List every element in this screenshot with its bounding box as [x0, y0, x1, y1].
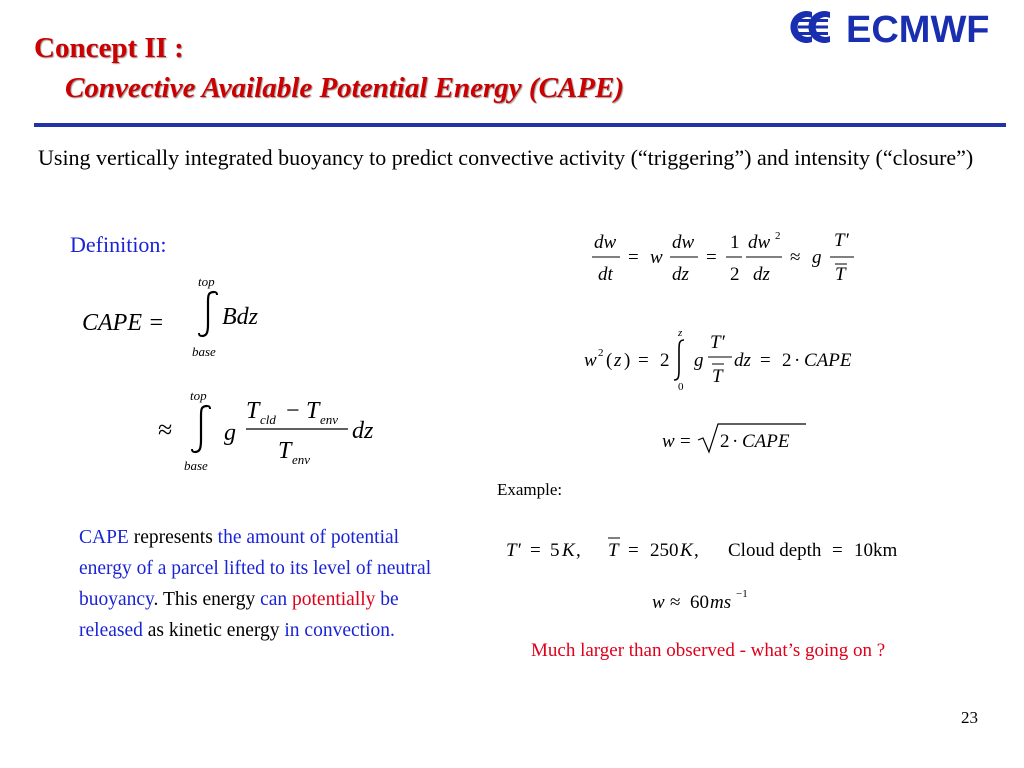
- desc-segment: can: [260, 589, 293, 610]
- svg-text:env: env: [320, 412, 339, 427]
- cape-definition-equation: [78, 274, 298, 364]
- approx-lower-limit: base: [184, 458, 208, 473]
- svg-text:,: ,: [576, 540, 581, 561]
- svg-text:w: w: [652, 592, 665, 613]
- cape-integrand: Bdz: [222, 304, 258, 330]
- svg-text:dz: dz: [672, 264, 689, 285]
- svg-text:w: w: [650, 247, 663, 268]
- svg-text:z: z: [678, 327, 683, 339]
- svg-text:T: T: [712, 366, 723, 387]
- svg-text:=: =: [832, 540, 843, 561]
- svg-text:≈: ≈: [158, 415, 173, 444]
- svg-text:=: =: [530, 540, 541, 561]
- svg-text:cld: cld: [260, 412, 276, 427]
- svg-text:·: ·: [794, 350, 801, 371]
- svg-text:−1: −1: [736, 588, 748, 600]
- svg-text:ms: ms: [710, 592, 732, 613]
- svg-text:K: K: [562, 540, 575, 561]
- svg-text:Cloud depth: Cloud depth: [728, 540, 822, 561]
- svg-text:=: =: [638, 350, 649, 371]
- cape-lhs: CAPE =: [82, 310, 165, 336]
- definition-label: Definition:: [70, 232, 167, 257]
- svg-text:2: 2: [598, 347, 604, 359]
- svg-text:z: z: [614, 350, 622, 371]
- svg-text:dz: dz: [734, 350, 751, 371]
- svg-text:≈: ≈: [670, 592, 681, 613]
- desc-segment: potentially: [292, 589, 381, 610]
- svg-text:dw: dw: [672, 232, 695, 253]
- svg-text:g: g: [694, 350, 704, 371]
- svg-text:K: K: [680, 540, 693, 561]
- example-result: [650, 582, 780, 616]
- svg-text:=: =: [760, 350, 771, 371]
- svg-text:60: 60: [690, 592, 709, 613]
- title-divider: [34, 123, 1006, 127]
- cape-lower-limit: base: [192, 344, 216, 359]
- desc-segment: . This energy: [153, 589, 261, 610]
- desc-segment: the amount of potential energy of a parcel lifted to its level of neutral buoyancy: [79, 527, 432, 610]
- ecmwf-logo: [784, 8, 1006, 46]
- desc-segment: CAPE: [79, 527, 134, 548]
- vertical-velocity-equation: [660, 418, 820, 458]
- svg-text:≈: ≈: [790, 247, 801, 268]
- example-conditions: [504, 532, 934, 566]
- svg-text:dw: dw: [748, 232, 771, 253]
- svg-text:0: 0: [678, 381, 684, 393]
- svg-text:1: 1: [730, 232, 740, 253]
- svg-text:2: 2: [782, 350, 792, 371]
- svg-text:CAPE: CAPE: [804, 350, 852, 371]
- svg-text:,: ,: [694, 540, 699, 561]
- desc-segment: in convection.: [284, 620, 395, 641]
- momentum-equation: [590, 222, 870, 292]
- cape-description: [79, 522, 439, 646]
- svg-text:T: T: [835, 264, 846, 285]
- svg-text:T: T: [246, 398, 260, 424]
- svg-text:·: ·: [732, 431, 739, 452]
- example-label: Example:: [497, 480, 563, 499]
- desc-segment: be released: [79, 589, 399, 641]
- svg-text:dt: dt: [598, 264, 613, 285]
- svg-text:250: 250: [650, 540, 679, 561]
- svg-text:T′: T′: [834, 230, 849, 251]
- svg-text:dz: dz: [352, 418, 374, 444]
- svg-text:2: 2: [730, 264, 740, 285]
- svg-text:T: T: [278, 438, 292, 464]
- svg-text:−: −: [286, 398, 300, 424]
- cape-approximation-equation: [150, 386, 400, 478]
- approx-upper-limit: top: [190, 388, 207, 403]
- slide-title-line2: Convective Available Potential Energy (CAPE): [65, 72, 624, 104]
- svg-text:T: T: [306, 398, 320, 424]
- svg-text:10km: 10km: [854, 540, 898, 561]
- svg-text:dz: dz: [753, 264, 770, 285]
- svg-text:w: w: [662, 431, 675, 452]
- svg-text:=: =: [628, 247, 639, 268]
- svg-text:env: env: [292, 452, 311, 467]
- slide-title-line1: Concept II :: [34, 32, 184, 64]
- svg-text:2: 2: [720, 431, 730, 452]
- svg-text:CAPE: CAPE: [742, 431, 790, 452]
- svg-text:g: g: [812, 247, 822, 268]
- logo-text: ECMWF: [846, 9, 990, 46]
- svg-text:T′: T′: [506, 540, 521, 561]
- svg-text:2: 2: [775, 230, 781, 242]
- desc-segment: as kinetic energy: [147, 620, 285, 641]
- desc-segment: represents: [133, 527, 218, 548]
- intro-text: Using vertically integrated buoyancy to predict convective activity (“triggering”) and intensity (“closure”): [38, 145, 974, 170]
- svg-text:): ): [624, 350, 631, 371]
- svg-text:(: (: [606, 350, 613, 371]
- svg-text:=: =: [706, 247, 717, 268]
- svg-text:g: g: [224, 420, 236, 446]
- example-question: Much larger than observed - what’s going on ?: [531, 640, 886, 661]
- svg-text:2: 2: [660, 350, 670, 371]
- page-number: 23: [961, 708, 978, 727]
- svg-text:=: =: [680, 431, 691, 452]
- svg-text:w: w: [584, 350, 597, 371]
- svg-text:T: T: [608, 540, 619, 561]
- svg-text:dw: dw: [594, 232, 617, 253]
- svg-text:5: 5: [550, 540, 560, 561]
- cape-upper-limit: top: [198, 274, 215, 289]
- svg-text:T′: T′: [710, 332, 725, 353]
- svg-text:=: =: [628, 540, 639, 561]
- velocity-squared-equation: [582, 324, 872, 396]
